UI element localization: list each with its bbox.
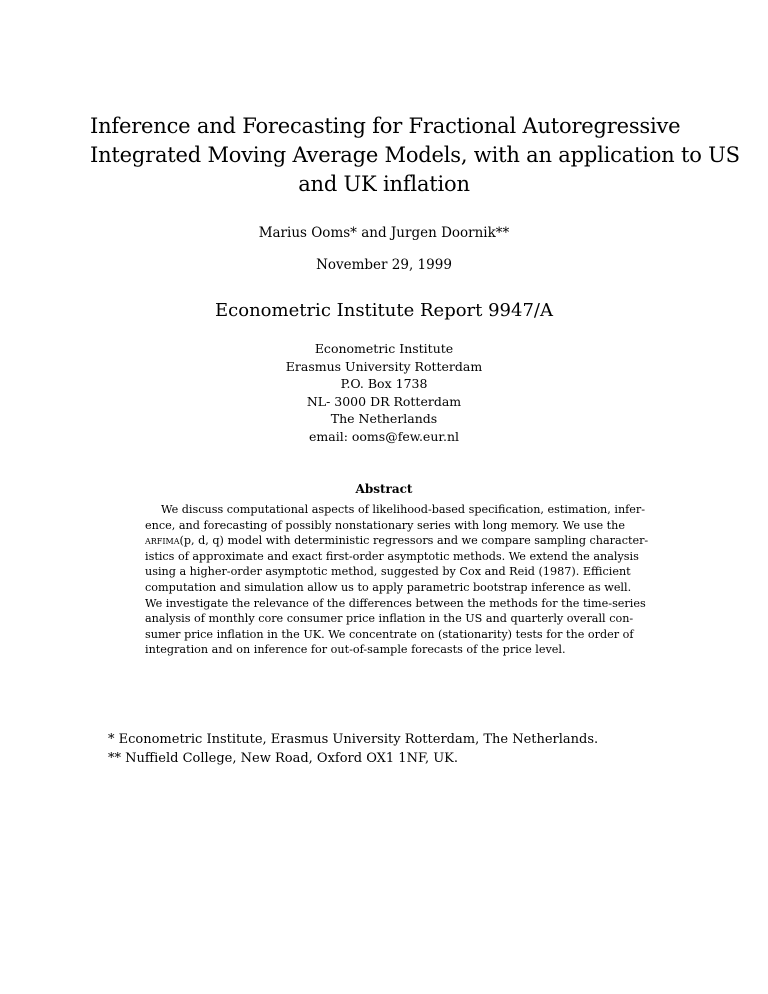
title-line-3: and UK inflation xyxy=(298,172,470,196)
abstract-line-3-rest: (p, d, q) model with deterministic regressors and we compare sampling character- xyxy=(179,534,649,548)
abstract-line-2: ence, and forecasting of possibly nonstationary series with long memory. We use the xyxy=(145,518,625,532)
address-line-4: NL- 3000 DR Rotterdam xyxy=(306,393,462,409)
footnote-1: * Econometric Institute, Erasmus University Rotterdam, The Netherlands. xyxy=(108,732,599,747)
abstract-heading: Abstract xyxy=(355,482,413,496)
title-line-2: Integrated Moving Average Models, with an application to US xyxy=(90,143,740,167)
footnotes xyxy=(108,730,598,768)
abstract-line-7: We investigate the relevance of the differences between the methods for the time-series xyxy=(145,596,646,610)
abstract-line-9: sumer price inflation in the UK. We concentrate on (stationarity) tests for the order of xyxy=(145,627,634,641)
address-email: email: ooms@few.eur.nl xyxy=(309,428,459,444)
address-line-5: The Netherlands xyxy=(330,411,438,426)
address-line-2: Erasmus University Rotterdam xyxy=(285,358,483,374)
address-line-1: Econometric Institute xyxy=(314,341,454,356)
abstract-line-1: We discuss computational aspects of likelihood-based specification, estimation, infer- xyxy=(161,503,646,516)
abstract-line-8: analysis of monthly core consumer price inflation in the US and quarterly overall con- xyxy=(145,612,634,626)
authors: Marius Ooms* and Jurgen Doornik** xyxy=(258,225,510,241)
abstract-line-4: istics of approximate and exact first-order asymptotic methods. We extend the analysis xyxy=(145,549,639,563)
abstract-line-3 xyxy=(145,533,649,549)
abstract-line-6: computation and simulation allow us to apply parametric bootstrap inference as well. xyxy=(145,580,632,594)
abstract-line-5: using a higher-order asymptotic method, suggested by Cox and Reid (1987). Efficient xyxy=(145,565,631,579)
title-line-1: Inference and Forecasting for Fractional Autoregressive xyxy=(90,114,681,138)
paper-title xyxy=(90,112,740,199)
footnote-2: ** Nuffield College, New Road, Oxford OX1 1NF, UK. xyxy=(108,751,459,766)
institution-address xyxy=(0,340,768,445)
abstract-line-10: integration and on inference for out-of-sample forecasts of the price level. xyxy=(145,643,566,657)
arfima-term: arfima xyxy=(145,534,180,548)
address-line-3: P.O. Box 1738 xyxy=(340,376,428,391)
report-number: Econometric Institute Report 9947/A xyxy=(215,300,553,321)
date: November 29, 1999 xyxy=(316,257,452,273)
abstract-body xyxy=(145,502,649,658)
